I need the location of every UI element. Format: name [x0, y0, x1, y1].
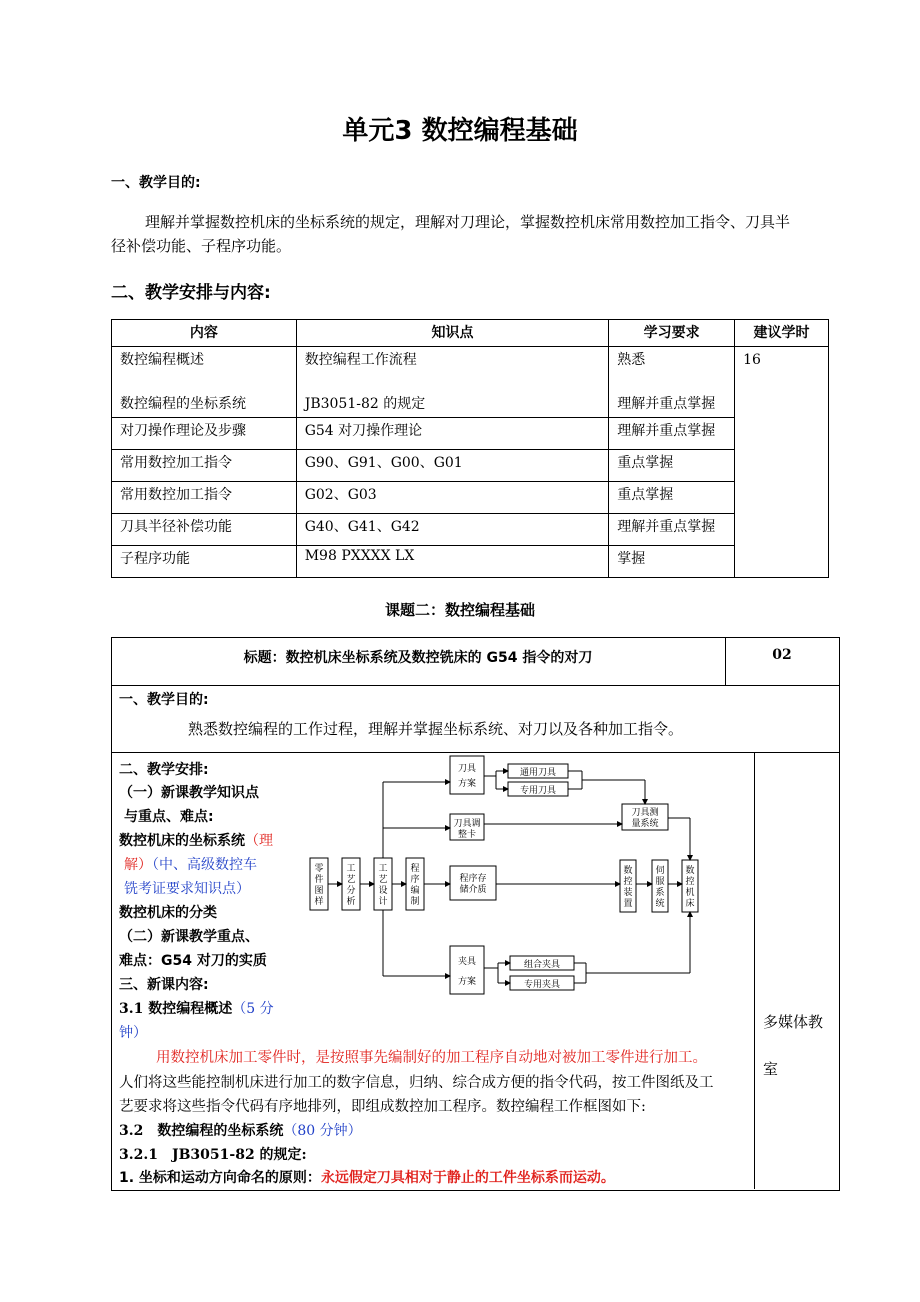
- label-programming-3: 编: [410, 886, 420, 896]
- table-cell: G02、G03: [296, 482, 609, 514]
- cell-spacer: [120, 371, 288, 393]
- label-process-analysis-3: 分: [346, 886, 356, 896]
- s31-time: （5 分: [232, 1001, 274, 1017]
- divider: [111, 685, 839, 686]
- table-cell: 掌握: [609, 546, 735, 578]
- label-servo-2: 服: [655, 877, 665, 887]
- label-process-design-4: 计: [378, 897, 388, 907]
- programming-flow-diagram: [300, 752, 710, 1002]
- header-point: 知识点: [296, 320, 609, 347]
- section-heading-arrangement: 二、教学安排与内容:: [111, 283, 271, 303]
- coord-blue-text2: 铣考证要求知识点）: [124, 881, 250, 897]
- table-cell: M98 PXXXX LX: [296, 546, 609, 578]
- label-part-drawing-1: 零: [314, 864, 324, 874]
- label-nc-device-2: 控: [623, 877, 633, 887]
- label-process-analysis-1: 工: [346, 864, 356, 874]
- coord-line1: [119, 829, 273, 853]
- label-special-tool: 专用刀具: [519, 786, 557, 796]
- divider: [754, 752, 755, 1189]
- table-row: [112, 450, 829, 482]
- arrangement-table: [111, 319, 829, 578]
- lesson-number: 02: [772, 647, 792, 663]
- table-cell: 对刀操作理论及步骤: [112, 418, 297, 450]
- cell-text: JB3051-82 的规定: [304, 396, 426, 412]
- goal-text-line2: 径补偿功能、子程序功能。: [111, 237, 292, 255]
- cell-spacer: [305, 371, 601, 393]
- label-programming-2: 序: [410, 875, 420, 885]
- table-cell: G54 对刀操作理论: [296, 418, 609, 450]
- label-machine-1: 数: [685, 866, 695, 876]
- key-line2: 难点：G54 对刀的实质: [119, 953, 267, 969]
- para-line2: 艺要求将这些指令代码有序地排列，即组成数控加工程序。数控编程工作框图如下:: [119, 1099, 646, 1115]
- table-cell: 常用数控加工指令: [112, 450, 297, 482]
- lesson-title: 课题二：数控编程基础: [384, 601, 535, 619]
- classification-text: 数控机床的分类: [119, 905, 217, 921]
- header-requirement: 学习要求: [609, 320, 735, 347]
- red-sentence: 用数控机床加工零件时，是按照事先编制好的加工程序自动地对被加工零件进行加工。: [156, 1050, 707, 1066]
- principle-line: [119, 1166, 615, 1190]
- label-general-tool: 通用刀具: [519, 768, 557, 778]
- label-nc-device-3: 装: [623, 888, 633, 898]
- label-programming-1: 程: [410, 864, 420, 874]
- s32-line: [119, 1119, 362, 1143]
- table-cell: [609, 347, 735, 418]
- label-tool-plan-1: 刀具: [457, 764, 477, 774]
- label-tool-measure-2: 量系统: [631, 819, 659, 829]
- table-row: [112, 546, 829, 578]
- label-programming-4: 制: [410, 897, 420, 907]
- arrange-heading: 二、教学安排:: [119, 762, 209, 778]
- lesson-goal-heading: 一、教学目的:: [119, 692, 209, 708]
- table-cell: 常用数控加工指令: [112, 482, 297, 514]
- label-machine-3: 机: [685, 888, 695, 898]
- hours-value: 16: [743, 352, 761, 368]
- coord-red-text2: 解）: [124, 857, 152, 873]
- table-cell: 理解并重点掌握: [609, 514, 735, 546]
- label-part-drawing-2: 件: [314, 875, 324, 885]
- table-cell: 子程序功能: [112, 546, 297, 578]
- label-machine-2: 控: [685, 877, 695, 887]
- label-fixture-plan-1: 夹具: [457, 957, 477, 967]
- lesson-topic: 标题：数控机床坐标系统及数控铣床的 G54 指令的对刀: [243, 650, 593, 666]
- label-tool-measure-1: 刀具测: [631, 808, 659, 818]
- label-tool-card-2: 整卡: [457, 830, 477, 840]
- table-cell: G90、G91、G00、G01: [296, 450, 609, 482]
- table-row: [112, 347, 829, 418]
- table-row: [112, 514, 829, 546]
- table-cell: [296, 347, 609, 418]
- table-cell: 重点掌握: [609, 482, 735, 514]
- label-machine-4: 床: [685, 899, 695, 909]
- table-row: [112, 418, 829, 450]
- table-cell: G40、G41、G42: [296, 514, 609, 546]
- content-heading: 三、新课内容:: [119, 977, 209, 993]
- table-cell: [112, 347, 297, 418]
- label-process-design-2: 艺: [378, 875, 388, 885]
- label-part-drawing-3: 图: [314, 886, 324, 896]
- page-title: 单元3 数控编程基础: [342, 116, 578, 146]
- principle-label: 1. 坐标和运动方向命名的原则：: [119, 1170, 321, 1186]
- hours-cell: [735, 347, 829, 578]
- label-process-design-3: 设: [378, 886, 388, 896]
- room-line1: 多媒体教: [763, 1013, 824, 1031]
- cell-spacer: [617, 371, 726, 393]
- label-tool-card-1: 刀具调: [453, 819, 481, 829]
- goal-text-line1: 理解并掌握数控机床的坐标系统的规定，理解对刀理论，掌握数控机床常用数控加工指令、刀具半: [145, 213, 791, 231]
- label-special-fixture: 专用夹具: [523, 980, 561, 990]
- header-content: 内容: [112, 320, 297, 347]
- coord-blue-text: （中、高级数控车: [152, 857, 257, 873]
- label-process-analysis-2: 艺: [346, 875, 356, 885]
- label-process-analysis-4: 析: [346, 897, 356, 907]
- label-servo-4: 统: [655, 899, 665, 909]
- lesson-goal-text: 熟悉数控编程的工作过程，理解并掌握坐标系统、对刀以及各种加工指令。: [188, 720, 684, 738]
- cell-text: 数控编程工作流程: [304, 352, 417, 368]
- cell-text: 熟悉: [617, 352, 646, 368]
- label-servo-3: 系: [655, 888, 665, 898]
- label-combo-fixture: 组合夹具: [523, 960, 561, 970]
- table-header-row: [112, 320, 829, 347]
- s31-label: 3.1 数控编程概述: [119, 1001, 233, 1017]
- label-storage-2: 储介质: [459, 885, 487, 895]
- s32-time: （80 分钟）: [283, 1123, 362, 1139]
- label-process-design-1: 工: [378, 864, 388, 874]
- room-line2: 室: [763, 1060, 779, 1078]
- s321-label: 3.2.1 JB3051-82 的规定:: [119, 1147, 307, 1163]
- table-cell: 重点掌握: [609, 450, 735, 482]
- label-part-drawing-4: 样: [314, 897, 324, 907]
- s32-label: 3.2 数控编程的坐标系统: [119, 1123, 284, 1139]
- new-points-line1: （一）新课教学知识点: [119, 785, 259, 801]
- coord-system-text: 数控机床的坐标系统: [119, 833, 245, 849]
- s31-time2: 钟）: [119, 1025, 147, 1041]
- header-hours: 建议学时: [735, 320, 829, 347]
- label-fixture-plan-2: 方案: [457, 977, 477, 987]
- table-cell: 理解并重点掌握: [609, 418, 735, 450]
- key-line1: （二）新课教学重点、: [119, 929, 259, 945]
- coord-red-text: （理: [245, 833, 273, 849]
- label-nc-device-4: 置: [623, 899, 633, 909]
- s31-line1: [119, 997, 274, 1021]
- cell-text: 数控编程的坐标系统: [120, 396, 246, 412]
- para-line1: 人们将这些能控制机床进行加工的数字信息，归纳、综合成方便的指令代码，按工件图纸及工: [119, 1075, 714, 1091]
- label-tool-plan-2: 方案: [457, 779, 477, 789]
- table-cell: 刀具半径补偿功能: [112, 514, 297, 546]
- new-points-line2: 与重点、难点:: [124, 809, 214, 825]
- label-nc-device-1: 数: [623, 866, 633, 876]
- label-storage-1: 程序存: [459, 874, 487, 884]
- principle-red: 永远假定刀具相对于静止的工件坐标系而运动。: [320, 1170, 615, 1186]
- coord-line2: [124, 853, 257, 877]
- table-row: [112, 482, 829, 514]
- cell-text: 理解并重点掌握: [617, 396, 716, 412]
- label-servo-1: 伺: [655, 866, 665, 876]
- cell-text: 数控编程概述: [120, 352, 204, 368]
- section-heading-goal: 一、教学目的:: [111, 175, 201, 191]
